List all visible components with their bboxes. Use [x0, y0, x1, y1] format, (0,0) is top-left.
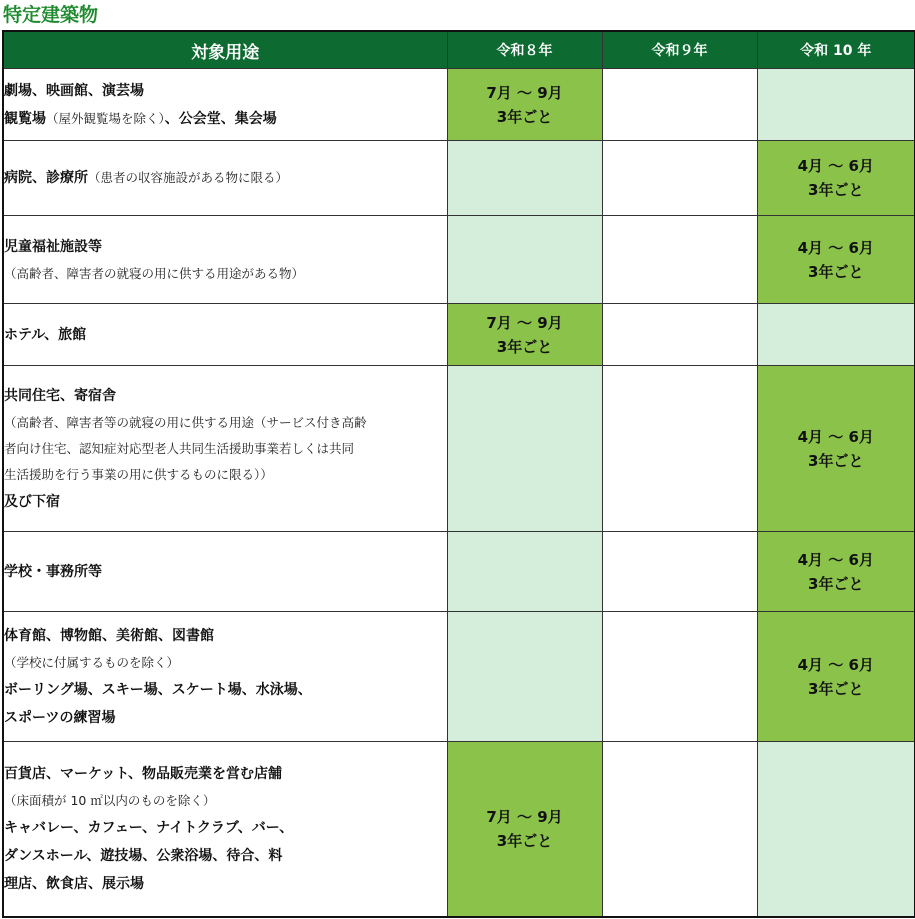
target-use-cell: [3, 532, 447, 612]
use-name: 児童福祉施設等: [4, 238, 102, 255]
use-name: スポーツの練習場: [4, 709, 116, 726]
inspection-schedule-table: [2, 30, 915, 918]
use-name: 病院、診療所（患者の収容施設がある物に限る）: [4, 170, 289, 187]
target-use-cell: [3, 216, 447, 304]
header-r9: 令和９年: [602, 31, 757, 69]
period-cell-r8: 7月 ～ 9月 3年ごと: [447, 304, 602, 366]
empty-cell-r9: [602, 612, 757, 742]
empty-cell-r10: [757, 69, 915, 141]
target-use-cell: [3, 304, 447, 366]
use-name: キャバレー、カフェー、ナイトクラブ、バー、: [4, 820, 294, 837]
empty-cell-r8: [447, 216, 602, 304]
use-name: 劇場、映画館、演芸場: [4, 82, 144, 99]
use-note: （高齢者、障害者の就寝の用に供する用途がある物）: [4, 265, 305, 281]
use-note: （屋外観覧場を除く）: [46, 110, 165, 126]
period-cell-r10: 4月 ～ 6月 3年ごと: [757, 532, 915, 612]
table-row: [3, 304, 915, 366]
empty-cell-r9: [602, 69, 757, 141]
table-row: [3, 216, 915, 304]
header-target-use: 対象用途: [3, 31, 447, 69]
use-name: 理店、飲食店、展示場: [4, 876, 144, 893]
period-cell-r10: 4月 ～ 6月 3年ごと: [757, 366, 915, 532]
empty-cell-r9: [602, 216, 757, 304]
empty-cell-r9: [602, 742, 757, 917]
period-cell-r8: 7月 ～ 9月 3年ごと: [447, 742, 602, 917]
header-r10: 令和 10 年: [757, 31, 915, 69]
table-row: [3, 366, 915, 532]
use-name: ダンスホール、遊技場、公衆浴場、待合、料: [4, 848, 283, 865]
empty-cell-r10: [757, 742, 915, 917]
table-row: [3, 532, 915, 612]
use-note: 生活援助を行う事業の用に供するものに限る））: [4, 466, 273, 482]
target-use-cell: [3, 612, 447, 742]
empty-cell-r8: [447, 141, 602, 216]
use-note: （学校に付属するものを除く）: [4, 654, 180, 670]
use-name: 体育館、博物館、美術館、図書館: [4, 627, 214, 644]
use-name: 観覧場（屋外観覧場を除く）、公会堂、集会場: [4, 110, 277, 127]
table-header-row: [3, 31, 915, 69]
empty-cell-r9: [602, 532, 757, 612]
use-name: 及び下宿: [4, 493, 60, 510]
empty-cell-r9: [602, 141, 757, 216]
period-cell-r10: 4月 ～ 6月 3年ごと: [757, 216, 915, 304]
target-use-cell: [3, 742, 447, 917]
empty-cell-r8: [447, 612, 602, 742]
target-use-cell: [3, 366, 447, 532]
period-cell-r10: 4月 ～ 6月 3年ごと: [757, 612, 915, 742]
table-row: [3, 742, 915, 917]
target-use-cell: [3, 69, 447, 141]
target-use-cell: [3, 141, 447, 216]
use-note: （患者の収容施設がある物に限る）: [88, 170, 289, 186]
empty-cell-r10: [757, 304, 915, 366]
empty-cell-r9: [602, 366, 757, 532]
table-row: [3, 141, 915, 216]
empty-cell-r9: [602, 304, 757, 366]
header-r8: 令和８年: [447, 31, 602, 69]
use-name: ホテル、旅館: [4, 326, 87, 343]
period-cell-r8: 7月 ～ 9月 3年ごと: [447, 69, 602, 141]
use-note: （床面積が 10 ㎡以内のものを除く）: [4, 793, 216, 809]
use-name: 共同住宅、寄宿舎: [4, 387, 116, 404]
page-title: 特定建築物: [3, 4, 99, 26]
empty-cell-r8: [447, 366, 602, 532]
use-note: 者向け住宅、認知症対応型老人共同生活援助事業若しくは共同: [4, 440, 355, 456]
use-name: ボーリング場、スキー場、スケート場、水泳場、: [4, 681, 312, 698]
use-note: （高齢者、障害者等の就寝の用に供する用途（サービス付き高齢: [4, 414, 367, 430]
period-cell-r10: 4月 ～ 6月 3年ごと: [757, 141, 915, 216]
table-row: [3, 69, 915, 141]
use-name: 百貨店、マーケット、物品販売業を営む店舗: [4, 766, 283, 783]
table-row: [3, 612, 915, 742]
use-name: 学校・事務所等: [4, 563, 102, 580]
empty-cell-r8: [447, 532, 602, 612]
